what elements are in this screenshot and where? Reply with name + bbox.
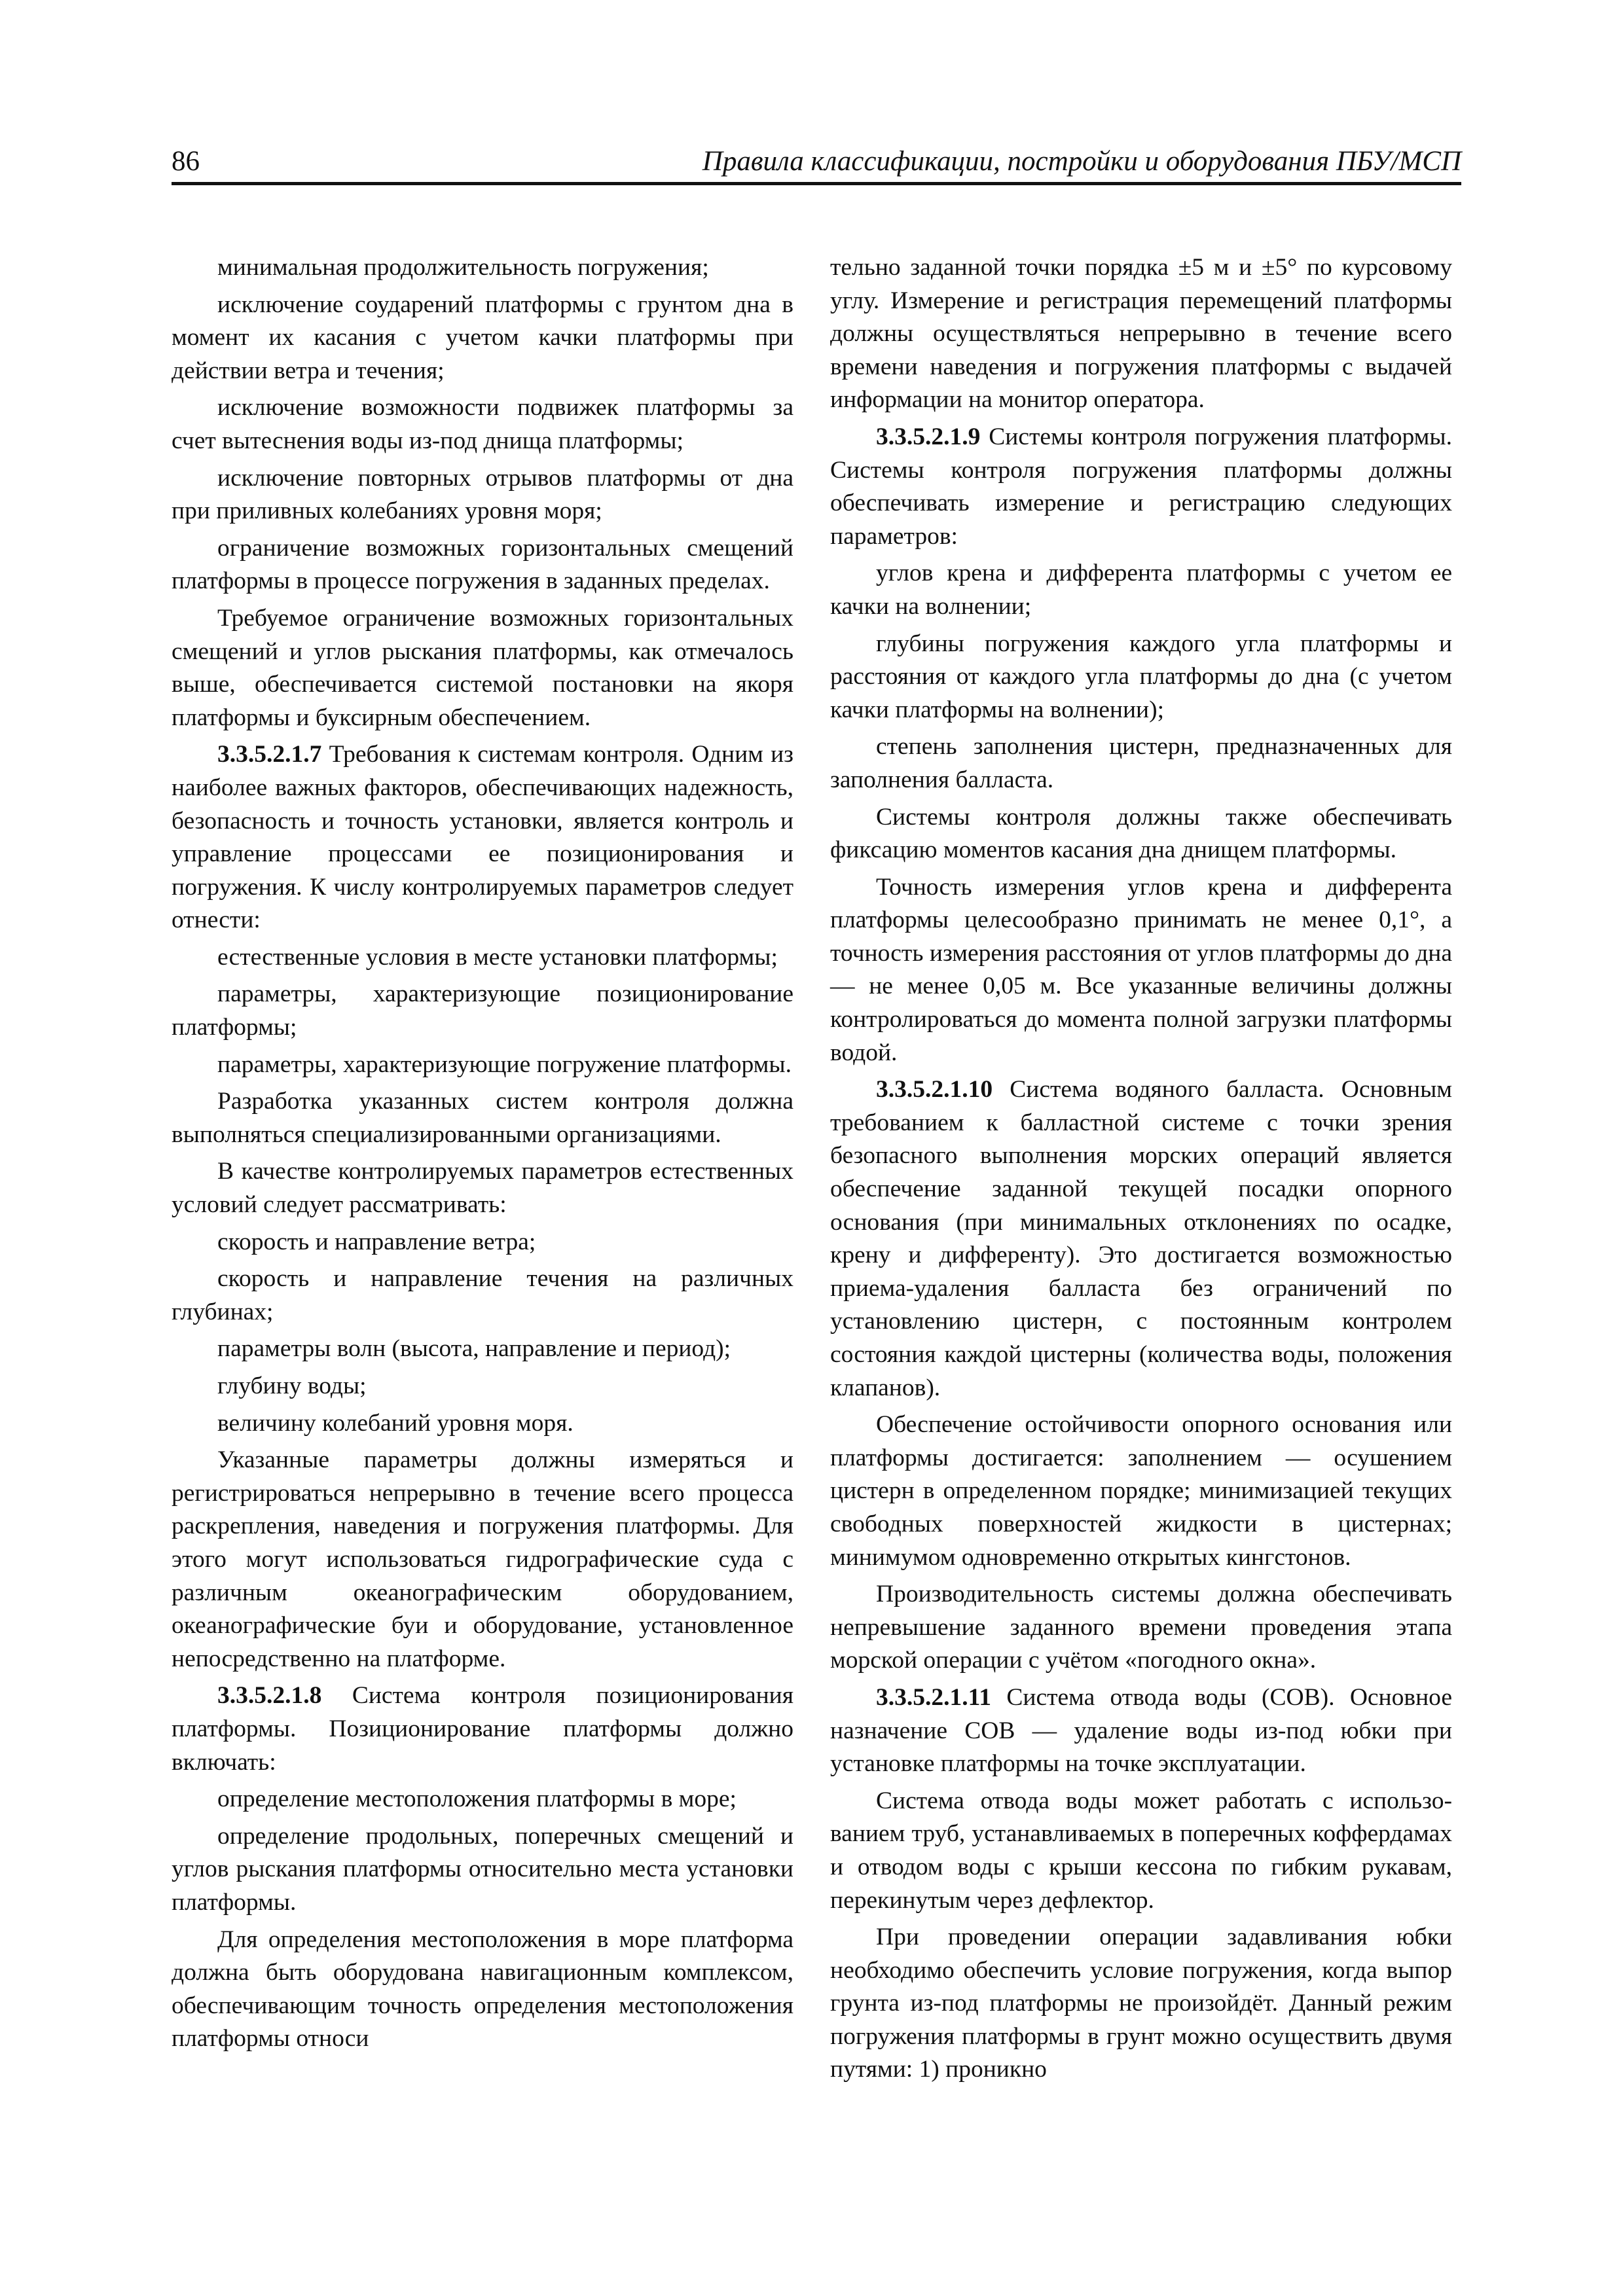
paragraph [172, 462, 793, 528]
paragraph-text: скорость и направление ветра; [217, 1228, 536, 1255]
paragraph [830, 421, 1452, 553]
paragraph [172, 738, 793, 937]
paragraph-text: глубины погружения каждого угла платформы и расстояния от каждого угла платформы до дна (с учетом качки платформы на волнении); [830, 630, 1452, 723]
paragraph [172, 532, 793, 598]
paragraph [830, 1785, 1452, 1917]
paragraph-text: ограничение возможных горизонтальных смещений платформы в процессе погружения в заданных пределах. [172, 534, 793, 595]
paragraph [172, 1444, 793, 1676]
paragraph [830, 1408, 1452, 1574]
paragraph [172, 978, 793, 1044]
paragraph-text: При проведении операции задавливания юбки необходимо обеспечить условие погружения, когда выпор грунта из-под платформы не произойдёт. Данный режим погружения платформы в грунт можно осуществить двумя путями: 1) проникно [830, 1924, 1452, 2083]
paragraph-text: исключение повторных отрывов платформы от дна при приливных колебаниях уровня моря; [172, 464, 793, 525]
paragraph-text: величину колебаний уровня моря. [217, 1409, 574, 1437]
paragraph [830, 1681, 1452, 1781]
page-header [172, 143, 1461, 185]
paragraph [172, 1333, 793, 1366]
paragraph [172, 1049, 793, 1082]
paragraph [172, 941, 793, 975]
paragraph-text: скорость и направление течения на различных глубинах; [172, 1265, 793, 1325]
paragraph-text: углов крена и дифферента платформы с учетом ее качки на волнении; [830, 560, 1452, 620]
paragraph-text: Требуемое ограничение возможных горизонтальных смещений и углов рыскания платформы, как отмечалось выше, обеспечивается системой постановки на якоря платформы и буксирным обеспечением. [172, 604, 793, 731]
paragraph [830, 628, 1452, 727]
paragraph-text: параметры, характеризующие погружение платформы. [217, 1050, 792, 1078]
paragraph-text: тельно заданной точки порядка ±5 м и ±5° по курсовому углу. Измерение и регистрация перемещений платформы должны осуществляться непрерывно в течение всего времени наведения и погружения платформы с выдачей информации на монитор оператора. [830, 254, 1452, 414]
paragraph [172, 1370, 793, 1403]
paragraph [172, 1783, 793, 1816]
paragraph-text: Системы контроля должны также обеспечивать фиксацию моментов касания дна днищем платформы. [830, 803, 1452, 864]
paragraph-text: Системы контроля погружения платформы. Системы контроля погружения платформы должны обеспечивать измерение и регистрацию следующих параметров: [830, 423, 1452, 550]
paragraph-text: Система контроля позиционирования платформы. Позиционирование платформы должно включать: [172, 1682, 793, 1776]
section-number: 3.3.5.2.1.7 [217, 741, 322, 768]
left-text-column [172, 251, 793, 2060]
paragraph [172, 1155, 793, 1221]
paragraph [830, 1578, 1452, 1677]
paragraph-text: определение продольных, поперечных смещений и углов рыскания платформы относительно места установки платформы. [172, 1822, 793, 1916]
right-text-column [830, 251, 1452, 2090]
section-number: 3.3.5.2.1.10 [876, 1076, 993, 1103]
paragraph [172, 602, 793, 734]
paragraph [172, 1924, 793, 2056]
paragraph [830, 871, 1452, 1070]
paragraph [830, 1921, 1452, 2087]
paragraph [830, 1073, 1452, 1405]
paragraph-text: исключение соударений платформы с грунтом дна в момент их касания с учетом качки платформы при действии ветра и течения; [172, 291, 793, 384]
paragraph-text: определение местоположения платформы в море; [217, 1785, 737, 1813]
paragraph-text: Обеспечение остойчивости опорного основания или платформы достигается: заполнением — осушением цистерн в определенном порядке; минимизацией текущих свободных поверхностей жидкости в цистернах; минимумом одновременно открытых кингстонов. [830, 1411, 1452, 1571]
paragraph [172, 391, 793, 457]
paragraph-text: Производительность системы должна обеспечивать непревышение заданного времени проведения этапа морской операции с учётом «погодного окна». [830, 1581, 1452, 1674]
paragraph-text: параметры волн (высота, направление и период); [217, 1335, 731, 1363]
paragraph-text: параметры, характеризующие позиционирование платформы; [172, 980, 793, 1041]
paragraph-text: Система отвода воды может работать с использованием труб, устанавливаемых в поперечных коффердамах и отводом воды с крыши кессона по гибким рукавам, перекинутым через дефлектор. [830, 1787, 1452, 1914]
paragraph [172, 1820, 793, 1920]
paragraph [172, 1263, 793, 1329]
paragraph-text: минимальная продолжительность погружения; [217, 254, 709, 281]
paragraph [172, 1085, 793, 1151]
paragraph-text: степень заполнения цистерн, предназначенных для заполнения балласта. [830, 733, 1452, 793]
paragraph-text: Требования к системам контроля. Одним из наиболее важных факторов, обеспечивающих надежность, безопасность и точность установки, является контроль и управление процессами ее позиционирования и погружения. К числу контролируемых параметров следует отнести: [172, 741, 793, 934]
section-number: 3.3.5.2.1.8 [217, 1682, 322, 1710]
section-number: 3.3.5.2.1.9 [876, 423, 981, 450]
paragraph [830, 251, 1452, 417]
page-number: 86 [172, 146, 200, 177]
paragraph-text: естественные условия в месте установки платформы; [217, 943, 778, 971]
paragraph [172, 1407, 793, 1441]
paragraph-text: Система отвода воды (СОВ). Основное назначение СОВ — удаление воды из-под юбки при установке платформы на точке эксплуатации. [830, 1683, 1452, 1778]
running-title: Правила классификации, постройки и оборудования ПБУ/МСП [702, 146, 1461, 177]
paragraph [830, 730, 1452, 797]
paragraph [830, 557, 1452, 623]
paragraph-text: Для определения местоположения в море платформа должна быть оборудована навигационным комплексом, обеспечивающим точность определения местоположения платформы относи [172, 1926, 793, 2053]
paragraph [172, 1679, 793, 1779]
section-number: 3.3.5.2.1.11 [876, 1683, 992, 1711]
paragraph-text: Указанные параметры должны измеряться и регистрироваться непрерывно в течение всего процесса раскрепления, наведения и погружения платформы. Для этого могут использоваться гидрографические суда с различным океанографическим оборудованием, океанографические буи и оборудование, установленное непосредственно на платформе. [172, 1446, 793, 1672]
paragraph-text: глубину воды; [217, 1372, 367, 1399]
paragraph-text: Система водяного балласта. Основным требованием к балластной системе с точки зрения безопасного выполнения морских операций является обеспечение заданной текущей посадки опорного основания (при минимальных отклонениях по осадке, крену и дифференту). Это достигается возможностью приема-удаления балласта без ограничений по установлению цистерн, с постоянным контролем состояния каждой цистерны (количества воды, положения клапанов). [830, 1076, 1452, 1401]
paragraph [172, 289, 793, 388]
paragraph-text: исключение возможности подвижек платформы за счет вытеснения воды из-под днища платформы; [172, 394, 793, 454]
paragraph [172, 251, 793, 285]
paragraph-text: В качестве контролируемых параметров естественных условий следует рассматривать: [172, 1158, 793, 1219]
paragraph-text: Точность измерения углов крена и дифферента платформы целесообразно принимать не менее 0,1°, а точность измерения расстояния от углов платформы до дна — не менее 0,05 м. Все указанные величины должны контролироваться до момента полной загрузки платформы водой. [830, 873, 1452, 1066]
paragraph [830, 801, 1452, 867]
paragraph [172, 1226, 793, 1259]
paragraph-text: Разработка указанных систем контроля должна выполняться специализированными организациями. [172, 1088, 793, 1148]
